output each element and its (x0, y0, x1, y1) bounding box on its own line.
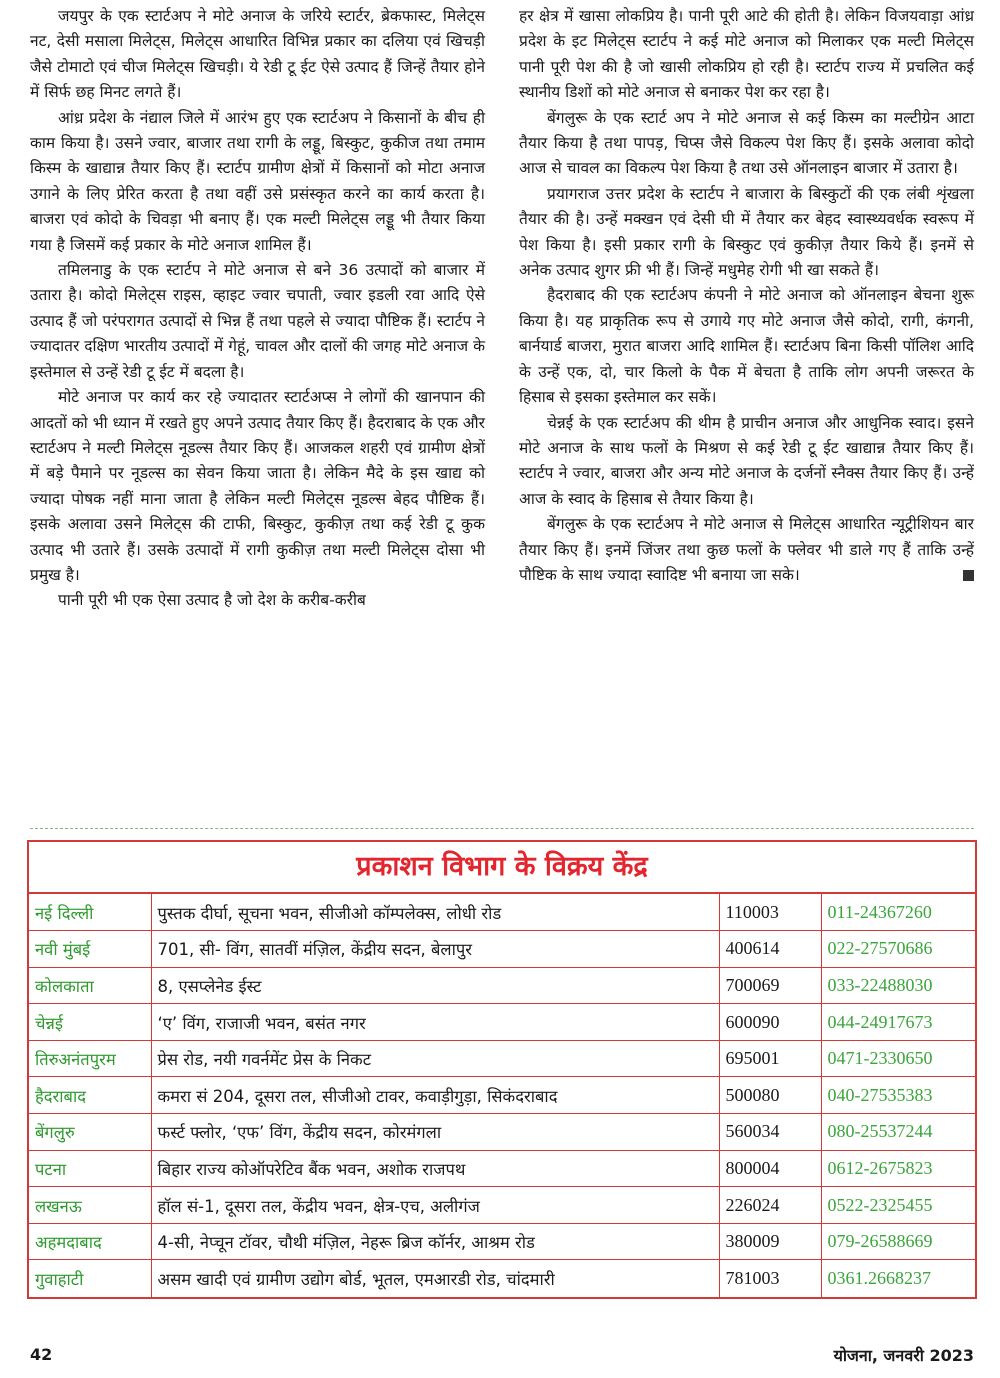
city-cell: पटना (29, 1150, 151, 1187)
paragraph-continuation: हर क्षेत्र में खासा लोकप्रिय है। पानी पूरी आटे की होती है। लेकिन विजयवाड़ा आंध्र प्रदेश के इट मिलेट्स स्टार्टप ने कई मोटे अनाज को मिलाकर एक मल्टी मिलेट्स पानी पूरी पेश की है जो खासी लोकप्रिय हो रही है। स्टार्टप राज्य में प्रचलित कई स्थानीय डिशों को मोटे अनाज से बनाकर पेश कर रहा है। (519, 7, 974, 102)
address-cell: प्रेस रोड, नयी गवर्नमेंट प्रेस के निकट (151, 1040, 719, 1077)
table-row (29, 931, 975, 968)
address-cell: 8, एसप्लेनेड ईस्ट (151, 967, 719, 1004)
address-cell: फर्स्ट फ्लोर, ‘एफ’ विंग, केंद्रीय सदन, कोरमंगला (151, 1114, 719, 1151)
paragraph-last (519, 512, 974, 588)
pin-cell: 110003 (719, 894, 821, 931)
paragraph-text: बेंगलुरू के एक स्टार्टअप ने मोटे अनाज से मिलेट्स आधारित न्यूट्रीशियन बार तैयार किए हैं। इनमें जिंजर तथा कुछ फलों के फ्लेवर भी डाले गए हैं ताकि उन्हें पौष्टिक के साथ ज्यादा स्वादिष्ट भी बनाया जा सके। (519, 515, 974, 584)
address-cell: पुस्तक दीर्घा, सूचना भवन, सीजीओ कॉम्पलेक्स, लोधी रोड (151, 894, 719, 931)
phone-cell: 022-27570686 (821, 931, 975, 968)
sales-centres-table (29, 894, 975, 1297)
paragraph: हैदराबाद की एक स्टार्टअप कंपनी ने मोटे अनाज को ऑनलाइन बेचना शुरू किया है। यह प्राकृतिक रूप से उगाये गए मोटे अनाज जैसे कोदो, रागी, कंगनी, बार्नयार्ड बाजरा, मुरात बाजरा आदि शामिल हैं। स्टार्टअप बिना किसी पॉलिश आदि के उन्हें एक, दो, चार किलो के पैक में बेचता है ताकि लोग अपनी जरूरत के हिसाब से इसका इस्तेमाल कर सकें। (519, 286, 974, 407)
end-of-article-square-icon (963, 570, 974, 581)
paragraph: तमिलनाडु के एक स्टार्टप ने मोटे अनाज से बने 36 उत्पादों को बाजार में उतारा है। कोदो मिलेट्स राइस, व्हाइट ज्वार चपाती, ज्वार इडली रवा आदि ऐसे उत्पाद हैं जो परंपरागत उत्पादों से भिन्न हैं तथा पहले से ज्यादा पौष्टिक हैं। स्टार्टप ने ज्यादातर दक्षिण भारतीय उत्पादों में गेहूं, चावल और दालों की जगह मोटे अनाज के इस्तेमाल से उन्हें रेडी टू ईट में बदला है। (30, 261, 485, 381)
right-column (519, 4, 974, 824)
magazine-issue: योजना, जनवरी 2023 (833, 1346, 974, 1365)
table-row (29, 1114, 975, 1151)
phone-cell: 079-26588669 (821, 1223, 975, 1260)
article-body (30, 4, 974, 824)
table-row (29, 1004, 975, 1041)
pin-cell: 226024 (719, 1187, 821, 1224)
pin-cell: 781003 (719, 1260, 821, 1297)
page-number: 42 (30, 1345, 53, 1364)
address-cell: बिहार राज्य कोऑपरेटिव बैंक भवन, अशोक राजपथ (151, 1150, 719, 1187)
left-column (30, 4, 485, 824)
pin-cell: 500080 (719, 1077, 821, 1114)
address-cell: असम खादी एवं ग्रामीण उद्योग बोर्ड, भूतल, एमआरडी रोड, चांदमारी (151, 1260, 719, 1297)
city-cell: तिरुअनंतपुरम (29, 1040, 151, 1077)
paragraph: पानी पूरी भी एक ऐसा उत्पाद है जो देश के करीब-करीब (58, 591, 366, 610)
table-row (29, 1260, 975, 1297)
sales-centres-title: प्रकाशन विभाग के विक्रय केंद्र (29, 842, 975, 894)
paragraph: मोटे अनाज पर कार्य कर रहे ज्यादातर स्टार्टअप्स ने लोगों की खानपान की आदतों को भी ध्यान में रखते हुए अपने उत्पाद तैयार किए हैं। हैदराबाद के एक और स्टार्टअप ने मल्टी मिलेट्स नूडल्स तैयार किए हैं। आजकल शहरी एवं ग्रामीण क्षेत्रों में बड़े पैमाने पर नूडल्स का सेवन किया जाता है। लेकिन मैदे के इस खाद्य को ज्यादा पोषक नहीं माना जाता है लेकिन मल्टी मिलेट्स नूडल्स बेहद पौष्टिक हैं। इसके अलावा उसने मिलेट्स की टाफी, बिस्कुट, कुकीज़ तथा कई रेडी टू कुक उत्पाद भी उतारे हैं। उसके उत्पादों में रागी कुकीज़ तथा मल्टी मिलेट्स दोसा भी प्रमुख है। (30, 388, 485, 584)
city-cell: चेन्नई (29, 1004, 151, 1041)
paragraph: जयपुर के एक स्टार्टअप ने मोटे अनाज के जरिये स्टार्टर, ब्रेकफास्ट, मिलेट्स नट, देसी मसाला मिलेट्स, मिलेट्स आधारित विभिन्न प्रकार का दलिया एवं खिचड़ी जैसे टोमाटो एवं चीज मिलेट्स खिचड़ी। ये रेडी टू ईट ऐसे उत्पाद हैं जिन्हें तैयार होने में सिर्फ छह मिनट लगते हैं। (30, 7, 485, 102)
phone-cell: 080-25537244 (821, 1114, 975, 1151)
city-cell: अहमदाबाद (29, 1223, 151, 1260)
section-divider (30, 828, 974, 829)
phone-cell: 011-24367260 (821, 894, 975, 931)
table-row (29, 1040, 975, 1077)
table-row (29, 1187, 975, 1224)
pin-cell: 800004 (719, 1150, 821, 1187)
phone-cell: 0522-2325455 (821, 1187, 975, 1224)
phone-cell: 0471-2330650 (821, 1040, 975, 1077)
address-cell: हॉल सं-1, दूसरा तल, केंद्रीय भवन, क्षेत्र-एच, अलीगंज (151, 1187, 719, 1224)
address-cell: ‘ए’ विंग, राजाजी भवन, बसंत नगर (151, 1004, 719, 1041)
sales-centres-rows (29, 894, 975, 1297)
address-cell: कमरा सं 204, दूसरा तल, सीजीओ टावर, कवाड़ीगुड़ा, सिकंदराबाद (151, 1077, 719, 1114)
city-cell: नवी मुंबई (29, 931, 151, 968)
phone-cell: 040-27535383 (821, 1077, 975, 1114)
city-cell: बेंगलुरु (29, 1114, 151, 1151)
city-cell: नई दिल्ली (29, 894, 151, 931)
paragraph: चेन्नई के एक स्टार्टअप की थीम है प्राचीन अनाज और आधुनिक स्वाद। इसने मोटे अनाज के साथ फलों के मिश्रण से कई रेडी टू ईट खाद्यान्न तैयार किए हैं। स्टार्टप ने ज्वार, बाजरा और अन्य मोटे अनाज के दर्जनों स्नैक्स तैयार किए हैं। उन्हें आज के स्वाद के हिसाब से तैयार किया है। (519, 413, 974, 508)
paragraph: आंध्र प्रदेश के नंद्याल जिले में आरंभ हुए एक स्टार्टअप ने किसानों के बीच ही काम किया है। उसने ज्वार, बाजार तथा रागी के लड्डू, बिस्कुट, कुकीज तथा तमाम किस्म के खाद्यान्न तैयार किए हैं। स्टार्टप ग्रामीण क्षेत्रों में किसानों को मोटा अनाज उगाने के लिए प्रेरित करता है तथा वहीं उसे प्रसंस्कृत करने का कार्य करता है। बाजरा एवं कोदो के चिवड़ा भी बनाए हैं। एक मल्टी मिलेट्स लड्डू भी तैयार किया गया है जिसमें कई प्रकार के मोटे अनाज शामिल हैं। (30, 108, 485, 254)
paragraph: प्रयागराज उत्तर प्रदेश के स्टार्टप ने बाजारा के बिस्कुटों की एक लंबी शृंखला तैयार की है। उन्हें मक्खन एवं देसी घी में तैयार कर बेहद स्वास्थ्यवर्धक स्वरूप में पेश किया है। इसी प्रकार रागी के बिस्कुट एवं कुकीज़ तैयार किये हैं। इनमें से अनेक उत्पाद शुगर फ्री भी हैं। जिन्हें मधुमेह रोगी भी खा सकते हैं। (519, 184, 974, 280)
pin-cell: 400614 (719, 931, 821, 968)
table-row (29, 1150, 975, 1187)
city-cell: हैदराबाद (29, 1077, 151, 1114)
paragraph: बेंगलुरू के एक स्टार्ट अप ने मोटे अनाज से कई किस्म का मल्टीग्रेन आटा तैयार किया है तथा पापड़, चिप्स जैसे विकल्प पेश किए हैं। इसके अलावा कोदो आज से चावल का विकल्प पेश किया है तथा उसे ऑनलाइन बाजार में उतारा है। (519, 108, 974, 178)
pin-cell: 380009 (719, 1223, 821, 1260)
pin-cell: 695001 (719, 1040, 821, 1077)
address-cell: 4-सी, नेप्चून टॉवर, चौथी मंज़िल, नेहरू ब्रिज कॉर्नर, आश्रम रोड (151, 1223, 719, 1260)
city-cell: गुवाहाटी (29, 1260, 151, 1297)
city-cell: कोलकाता (29, 967, 151, 1004)
pin-cell: 700069 (719, 967, 821, 1004)
pin-cell: 600090 (719, 1004, 821, 1041)
sales-centres-box (27, 840, 977, 1299)
table-row (29, 967, 975, 1004)
address-cell: 701, सी- विंग, सातवीं मंज़िल, केंद्रीय सदन, बेलापुर (151, 931, 719, 968)
phone-cell: 0612-2675823 (821, 1150, 975, 1187)
pin-cell: 560034 (719, 1114, 821, 1151)
phone-cell: 0361.2668237 (821, 1260, 975, 1297)
table-row (29, 1077, 975, 1114)
table-row (29, 894, 975, 931)
city-cell: लखनऊ (29, 1187, 151, 1224)
phone-cell: 033-22488030 (821, 967, 975, 1004)
phone-cell: 044-24917673 (821, 1004, 975, 1041)
table-row (29, 1223, 975, 1260)
